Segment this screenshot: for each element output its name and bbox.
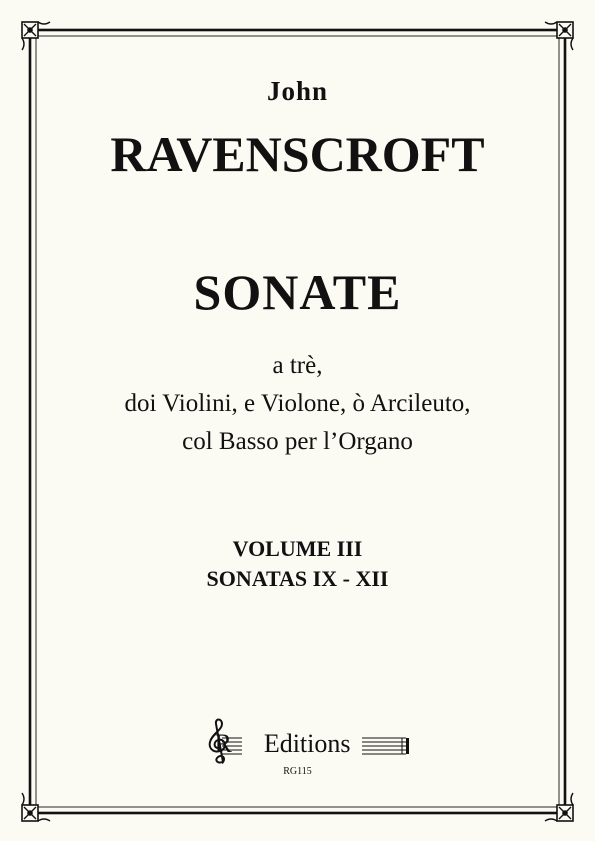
catalog-number: RG115: [283, 766, 312, 777]
subtitle-line-1: a trè,: [272, 352, 323, 379]
subtitle-line-3: col Basso per l’Organo: [182, 428, 413, 455]
work-title: SONATE: [193, 264, 402, 320]
subtitle-line-2: doi Violini, e Violone, ò Arcileuto,: [124, 390, 471, 417]
publisher-logo: [0, 718, 595, 768]
logo-initial: R: [214, 729, 232, 758]
logo-text: Editions: [263, 729, 351, 758]
sonatas-range: SONATAS IX - XII: [206, 566, 389, 591]
composer-first-name: John: [266, 76, 329, 106]
publisher-logo-text: [0, 729, 595, 759]
volume-number: VOLUME III: [232, 536, 363, 561]
composer-last-name: RAVENSCROFT: [110, 126, 485, 182]
